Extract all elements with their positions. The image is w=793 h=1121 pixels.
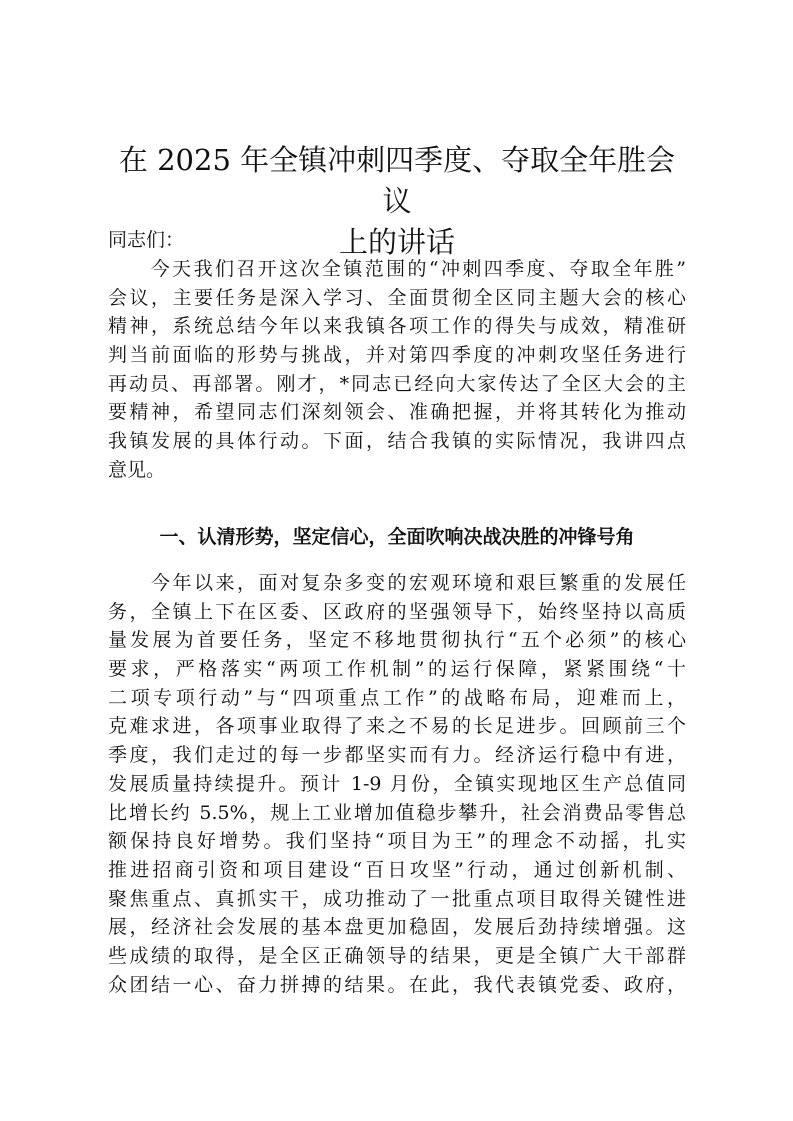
paragraph-line: 意见。 — [108, 458, 166, 481]
paragraph-line: 量发展为首要任务，坚定不移地贯彻执行“五个必须”的核心 — [108, 629, 686, 652]
paragraph-line: 精神，系统总结今年以来我镇各项工作的得失与成效，精准研 — [108, 315, 686, 338]
paragraph-line: 再动员、再部署。刚才，*同志已经向大家传达了全区大会的主 — [108, 372, 686, 395]
paragraph-line: 众团结一心、奋力拼搏的结果。在此，我代表镇党委、政府， — [108, 973, 686, 996]
paragraph-line: 发展质量持续提升。预计 1-9 月份，全镇实现地区生产总值同 — [108, 772, 686, 795]
paragraph-line: 会议，主要任务是深入学习、全面贯彻全区同主题大会的核心 — [108, 286, 686, 309]
paragraph-line: 二项专项行动”与“四项重点工作”的战略布局，迎难而上， — [108, 686, 686, 709]
paragraph-line: 展，经济社会发展的基本盘更加稳固，发展后劲持续增强。这 — [108, 916, 686, 939]
paragraph-line: 今年以来，面对复杂多变的宏观环境和艰巨繁重的发展任 — [108, 572, 686, 594]
paragraph-line: 务，全镇上下在区委、区政府的坚强领导下，始终坚持以高质 — [108, 600, 686, 623]
paragraph-section-1 — [108, 569, 686, 999]
paragraph-line: 额保持良好增势。我们坚持“项目为王”的理念不动摇，扎实 — [108, 830, 686, 853]
paragraph-line: 比增长约 5.5%，规上工业增加值稳步攀升，社会消费品零售总 — [108, 801, 686, 824]
paragraph-line: 我镇发展的具体行动。下面，结合我镇的实际情况，我讲四点 — [108, 430, 686, 453]
paragraph-line: 要精神，希望同志们深刻领会、准确把握，并将其转化为推动 — [108, 401, 686, 424]
title-line: 上的讲话 — [338, 225, 455, 259]
section-heading: 一、认清形势，坚定信心，全面吹响决战决胜的冲锋号角 — [159, 526, 635, 548]
paragraph-line: 聚焦重点、真抓实干，成功推动了一批重点项目取得关键性进 — [108, 887, 686, 910]
paragraph-line: 今天我们召开这次全镇范围的“冲刺四季度、夺取全年胜” — [108, 258, 686, 280]
paragraph-line: 季度，我们走过的每一步都坚实而有力。经济运行稳中有进， — [108, 744, 686, 767]
greeting: 同志们： — [108, 229, 185, 251]
paragraph-intro — [108, 255, 686, 485]
paragraph-line: 推进招商引资和项目建设“百日攻坚”行动，通过创新机制、 — [108, 858, 686, 881]
paragraph-line: 些成绩的取得，是全区正确领导的结果，更是全镇广大干部群 — [108, 944, 686, 967]
document-title — [108, 140, 686, 263]
title-line: 在 2025 年全镇冲刺四季度、夺取全年胜会议 — [118, 143, 676, 218]
paragraph-line: 判当前面临的形势与挑战，并对第四季度的冲刺攻坚任务进行 — [108, 344, 686, 367]
paragraph-line: 克难求进，各项事业取得了来之不易的长足进步。回顾前三个 — [108, 715, 686, 738]
paragraph-line: 要求，严格落实“两项工作机制”的运行保障，紧紧围绕“十 — [108, 658, 686, 681]
